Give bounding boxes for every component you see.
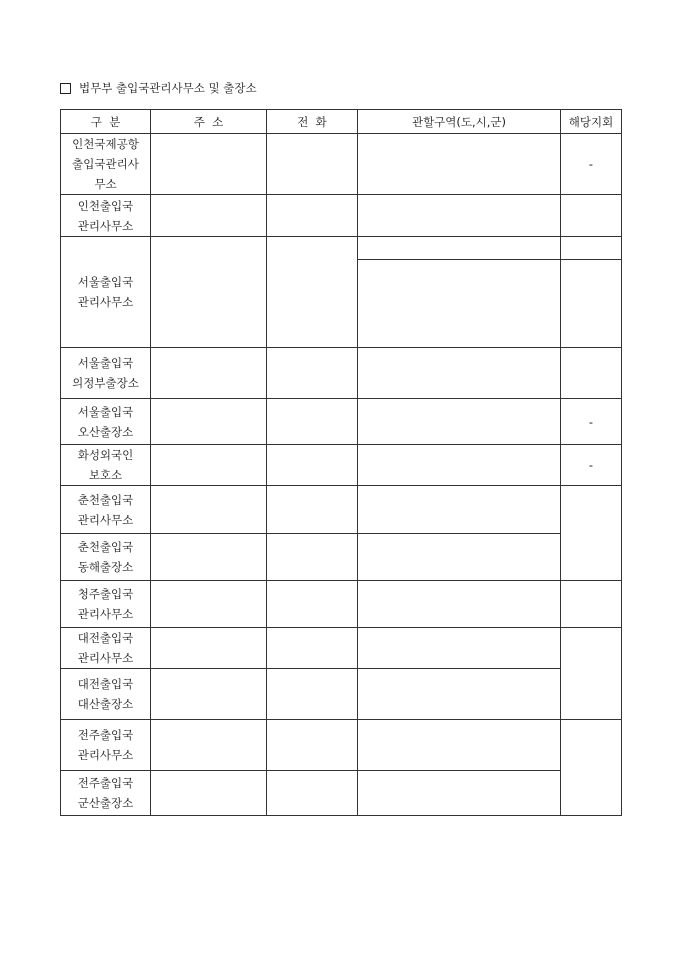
jurisdiction-cell bbox=[358, 445, 561, 486]
phone-cell bbox=[267, 348, 358, 399]
office-name: 인천국제공항 출입국관리사 무소 bbox=[61, 134, 151, 195]
branch-cell: - bbox=[561, 134, 622, 195]
jurisdiction-cell bbox=[358, 581, 561, 628]
table-row bbox=[61, 445, 622, 486]
table-row bbox=[61, 486, 622, 534]
table-row bbox=[61, 134, 622, 195]
phone-cell bbox=[267, 628, 358, 669]
jurisdiction-cell bbox=[358, 486, 561, 534]
phone-cell bbox=[267, 237, 358, 348]
phone-cell bbox=[267, 134, 358, 195]
jurisdiction-cell bbox=[358, 771, 561, 816]
table-row bbox=[61, 581, 622, 628]
jurisdiction-cell bbox=[358, 628, 561, 669]
table-row bbox=[61, 771, 622, 816]
branch-cell bbox=[561, 628, 622, 720]
table-row bbox=[61, 237, 622, 260]
address-cell bbox=[151, 195, 267, 237]
jurisdiction-cell bbox=[358, 237, 561, 260]
jurisdiction-cell bbox=[358, 348, 561, 399]
phone-cell bbox=[267, 195, 358, 237]
office-name: 인천출입국 관리사무소 bbox=[61, 195, 151, 237]
office-name: 춘천출입국 동해출장소 bbox=[61, 534, 151, 581]
branch-cell bbox=[561, 195, 622, 237]
col-header-category: 구 분 bbox=[61, 110, 151, 134]
office-name: 전주출입국 군산출장소 bbox=[61, 771, 151, 816]
address-cell bbox=[151, 771, 267, 816]
document-title bbox=[60, 80, 257, 96]
address-cell bbox=[151, 628, 267, 669]
phone-cell bbox=[267, 399, 358, 445]
address-cell bbox=[151, 348, 267, 399]
branch-cell: - bbox=[561, 399, 622, 445]
office-name: 전주출입국 관리사무소 bbox=[61, 720, 151, 771]
office-name: 대전출입국 관리사무소 bbox=[61, 628, 151, 669]
branch-cell bbox=[561, 260, 622, 348]
jurisdiction-cell bbox=[358, 399, 561, 445]
jurisdiction-cell bbox=[358, 720, 561, 771]
branch-cell bbox=[561, 486, 622, 581]
col-header-address: 주 소 bbox=[151, 110, 267, 134]
address-cell bbox=[151, 669, 267, 720]
phone-cell bbox=[267, 534, 358, 581]
jurisdiction-cell bbox=[358, 534, 561, 581]
table-row bbox=[61, 628, 622, 669]
address-cell bbox=[151, 237, 267, 348]
phone-cell bbox=[267, 720, 358, 771]
branch-cell bbox=[561, 581, 622, 628]
table-row bbox=[61, 348, 622, 399]
jurisdiction-cell bbox=[358, 195, 561, 237]
office-name: 춘천출입국 관리사무소 bbox=[61, 486, 151, 534]
address-cell bbox=[151, 720, 267, 771]
office-name: 서울출입국 의정부출장소 bbox=[61, 348, 151, 399]
branch-cell bbox=[561, 237, 622, 260]
address-cell bbox=[151, 399, 267, 445]
phone-cell bbox=[267, 486, 358, 534]
col-header-phone: 전 화 bbox=[267, 110, 358, 134]
phone-cell bbox=[267, 771, 358, 816]
office-name: 청주출입국 관리사무소 bbox=[61, 581, 151, 628]
jurisdiction-cell bbox=[358, 134, 561, 195]
table-row bbox=[61, 195, 622, 237]
table-row bbox=[61, 399, 622, 445]
branch-cell bbox=[561, 720, 622, 816]
address-cell bbox=[151, 134, 267, 195]
phone-cell bbox=[267, 581, 358, 628]
jurisdiction-cell bbox=[358, 669, 561, 720]
address-cell bbox=[151, 581, 267, 628]
table-row bbox=[61, 534, 622, 581]
header-row bbox=[61, 110, 622, 134]
office-name: 화성외국인 보호소 bbox=[61, 445, 151, 486]
col-header-branch: 해당지회 bbox=[561, 110, 622, 134]
address-cell bbox=[151, 445, 267, 486]
office-name: 서울출입국 관리사무소 bbox=[61, 237, 151, 348]
office-name: 대전출입국 대산출장소 bbox=[61, 669, 151, 720]
col-header-jurisdiction: 관할구역(도,시,군) bbox=[358, 110, 561, 134]
branch-cell: - bbox=[561, 445, 622, 486]
table-row bbox=[61, 669, 622, 720]
address-cell bbox=[151, 486, 267, 534]
checkbox-square-icon bbox=[60, 83, 71, 94]
title-text: 법무부 출입국관리사무소 및 출장소 bbox=[79, 81, 257, 95]
branch-cell bbox=[561, 348, 622, 399]
phone-cell bbox=[267, 445, 358, 486]
jurisdiction-cell bbox=[358, 260, 561, 348]
address-cell bbox=[151, 534, 267, 581]
office-table bbox=[60, 109, 622, 816]
office-name: 서울출입국 오산출장소 bbox=[61, 399, 151, 445]
table-row bbox=[61, 720, 622, 771]
phone-cell bbox=[267, 669, 358, 720]
